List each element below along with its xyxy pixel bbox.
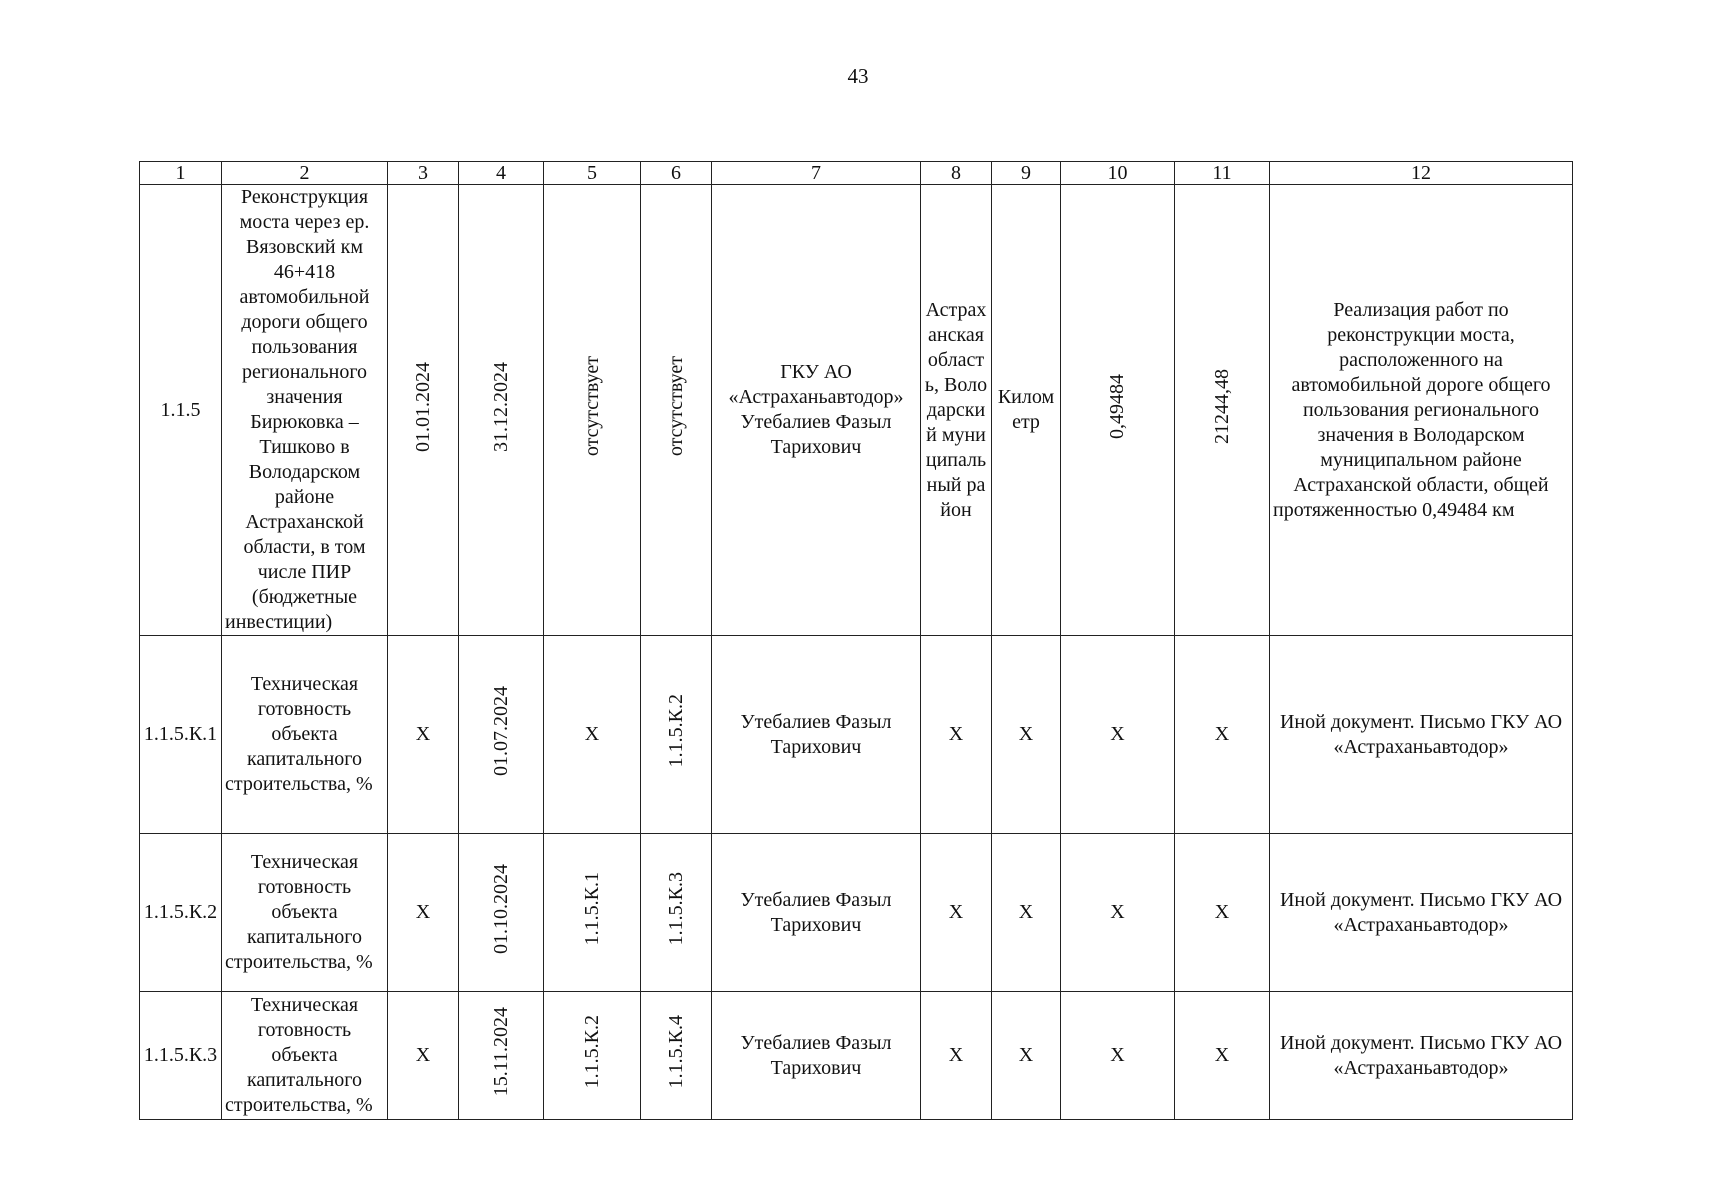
- successor: отсутствует: [664, 356, 687, 457]
- unit-cell: Километр: [992, 185, 1061, 636]
- table-row: [140, 992, 1573, 1120]
- unit-cell: X: [992, 992, 1061, 1120]
- unit-cell: X: [992, 636, 1061, 834]
- location-cell: X: [921, 992, 992, 1120]
- end-date-cell: [459, 636, 544, 834]
- end-date: 31.12.2024: [489, 361, 512, 452]
- name-cell: Реконструкция моста через ер. Вязовский км 46+418 автомобильной дороги общего пользования регионального значения Бирюковка – Тишково в Володарском районе Астраханской области, в том числе ПИР (бюджетные инвестиции): [222, 185, 388, 636]
- successor-cell: [641, 185, 712, 636]
- table-row: [140, 636, 1573, 834]
- header-cell: 12: [1270, 162, 1573, 185]
- header-cell: 9: [992, 162, 1061, 185]
- header-cell: 4: [459, 162, 544, 185]
- amount-cell: X: [1175, 834, 1270, 992]
- description-cell: Реализация работ по реконструкции моста, расположенного на автомобильной дороге общего пользования регионального значения в Володарском муниципальном районе Астраханской области, общей протяженностью 0,49484 км: [1270, 185, 1573, 636]
- amount: 21244,48: [1210, 369, 1233, 444]
- predecessor-cell: [544, 992, 641, 1120]
- value-cell: [1061, 185, 1175, 636]
- responsible-cell: Утебалиев Фазыл Тарихович: [712, 992, 921, 1120]
- start-date: 01.01.2024: [411, 361, 434, 452]
- value-cell: X: [1061, 636, 1175, 834]
- row-id-cell: 1.1.5.К.2: [140, 834, 222, 992]
- successor-cell: [641, 992, 712, 1120]
- row-id-cell: 1.1.5: [140, 185, 222, 636]
- header-cell: 1: [140, 162, 222, 185]
- location-cell: X: [921, 636, 992, 834]
- table-row: [140, 834, 1573, 992]
- header-cell: 7: [712, 162, 921, 185]
- value: 0,49484: [1106, 374, 1128, 439]
- end-date: 15.11.2024: [489, 1007, 512, 1097]
- successor-cell: [641, 834, 712, 992]
- unit-cell: X: [992, 834, 1061, 992]
- description-cell: Иной документ. Письмо ГКУ АО «Астраханьавтодор»: [1270, 834, 1573, 992]
- header-cell: 10: [1061, 162, 1175, 185]
- name-cell: Техническая готовность объекта капитального строительства, %: [222, 834, 388, 992]
- header-cell: 11: [1175, 162, 1270, 185]
- end-date: 01.07.2024: [489, 686, 512, 776]
- end-date-cell: [459, 834, 544, 992]
- row-id-cell: 1.1.5.К.3: [140, 992, 222, 1120]
- start-date-cell: [388, 185, 459, 636]
- amount-cell: X: [1175, 636, 1270, 834]
- predecessor-cell: [544, 185, 641, 636]
- successor: 1.1.5.К.4: [664, 1015, 687, 1089]
- end-date-cell: [459, 185, 544, 636]
- successor-cell: [641, 636, 712, 834]
- successor: 1.1.5.К.2: [664, 694, 687, 768]
- start-date-cell: X: [388, 992, 459, 1120]
- predecessor: отсутствует: [580, 356, 603, 457]
- responsible-cell: Утебалиев Фазыл Тарихович: [712, 636, 921, 834]
- description-cell: Иной документ. Письмо ГКУ АО «Астраханьавтодор»: [1270, 636, 1573, 834]
- start-date-cell: X: [388, 636, 459, 834]
- header-cell: 2: [222, 162, 388, 185]
- table-row: [140, 185, 1573, 636]
- header-cell: 5: [544, 162, 641, 185]
- responsible-cell: Утебалиев Фазыл Тарихович: [712, 834, 921, 992]
- predecessor: 1.1.5.К.2: [580, 1015, 603, 1089]
- header-cell: 3: [388, 162, 459, 185]
- header-cell: 8: [921, 162, 992, 185]
- value-cell: X: [1061, 992, 1175, 1120]
- header-row: [140, 162, 1573, 185]
- responsible-cell: ГКУ АО «Астраханьавтодор» Утебалиев Фазыл Тарихович: [712, 185, 921, 636]
- location-cell: X: [921, 834, 992, 992]
- name-cell: Техническая готовность объекта капитального строительства, %: [222, 636, 388, 834]
- header-cell: 6: [641, 162, 712, 185]
- predecessor-cell: [544, 834, 641, 992]
- document-table: [139, 161, 1573, 1120]
- end-date: 01.10.2024: [489, 864, 512, 954]
- end-date-cell: [459, 992, 544, 1120]
- description-cell: Иной документ. Письмо ГКУ АО «Астраханьавтодор»: [1270, 992, 1573, 1120]
- start-date-cell: X: [388, 834, 459, 992]
- predecessor: 1.1.5.К.1: [580, 872, 603, 946]
- predecessor-cell: X: [544, 636, 641, 834]
- name-cell: Техническая готовность объекта капитального строительства, %: [222, 992, 388, 1120]
- value-cell: X: [1061, 834, 1175, 992]
- row-id-cell: 1.1.5.К.1: [140, 636, 222, 834]
- amount-cell: X: [1175, 992, 1270, 1120]
- page-number: 43: [847, 64, 869, 88]
- amount-cell: [1175, 185, 1270, 636]
- successor: 1.1.5.К.3: [664, 872, 687, 946]
- location-cell: Астраханская область, Володарский муниципальный район: [921, 185, 992, 636]
